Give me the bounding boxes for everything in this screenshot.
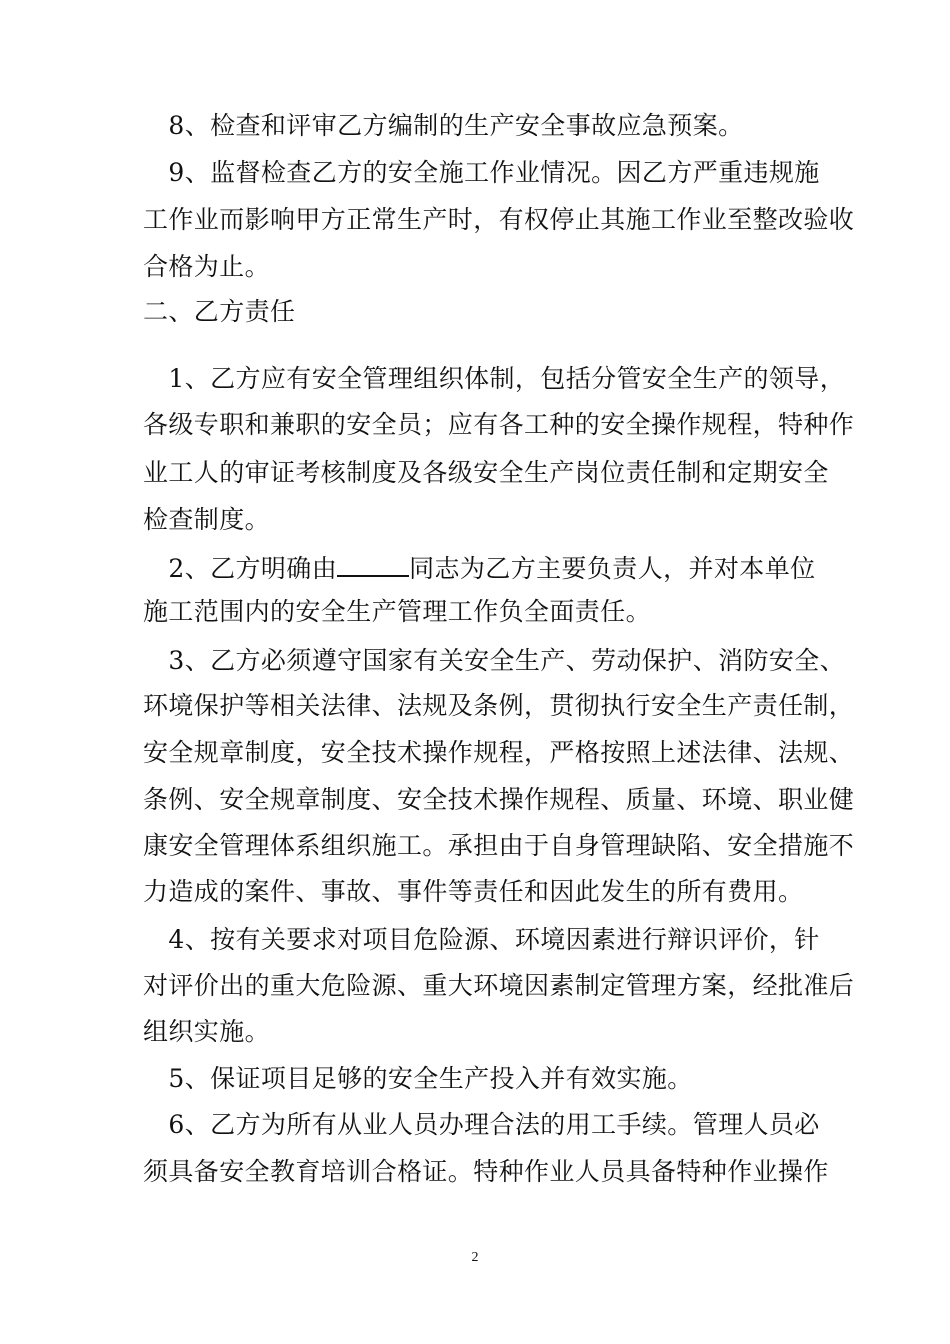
text-segment: 2、乙方明确由 xyxy=(143,554,338,583)
text-line: 施工范围内的安全生产管理工作负全面责任。 xyxy=(143,597,652,626)
text-segment: 同志为乙方主要负责人，并对本单位 xyxy=(409,554,816,583)
text-line: 6、乙方为所有从业人员办理合法的用工手续。管理人员必 xyxy=(143,1110,820,1139)
text-line: 力造成的案件、事故、事件等责任和因此发生的所有费用。 xyxy=(143,877,804,906)
text-line: 安全规章制度，安全技术操作规程，严格按照上述法律、法规、 xyxy=(143,738,855,767)
text-line-with-blank xyxy=(143,551,816,581)
text-line: 1、乙方应有安全管理组织体制，包括分管安全生产的领导， xyxy=(143,364,846,393)
text-line: 工作业而影响甲方正常生产时，有权停止其施工作业至整改验收 xyxy=(143,205,855,234)
text-line: 对评价出的重大危险源、重大环境因素制定管理方案，经批准后 xyxy=(143,971,855,1000)
text-line: 5、保证项目足够的安全生产投入并有效实施。 xyxy=(143,1064,693,1093)
text-line: 9、监督检查乙方的安全施工作业情况。因乙方严重违规施 xyxy=(143,158,820,187)
text-line: 8、检查和评审乙方编制的生产安全事故应急预案。 xyxy=(143,111,744,140)
page-number: 2 xyxy=(471,1250,479,1265)
text-line: 合格为止。 xyxy=(143,252,271,281)
text-line: 组织实施。 xyxy=(143,1017,271,1046)
text-line: 检查制度。 xyxy=(143,505,271,534)
text-line: 环境保护等相关法律、法规及条例，贯彻执行安全生产责任制， xyxy=(143,691,855,720)
text-line: 3、乙方必须遵守国家有关安全生产、劳动保护、消防安全、 xyxy=(143,646,846,675)
fill-in-blank xyxy=(337,551,409,577)
text-line: 各级专职和兼职的安全员；应有各工种的安全操作规程，特种作 xyxy=(143,410,855,439)
text-line: 业工人的审证考核制度及各级安全生产岗位责任制和定期安全 xyxy=(143,458,829,487)
text-line: 条例、安全规章制度、安全技术操作规程、质量、环境、职业健 xyxy=(143,785,855,814)
text-line: 4、按有关要求对项目危险源、环境因素进行辩识评价，针 xyxy=(143,925,820,954)
text-line: 康安全管理体系组织施工。承担由于自身管理缺陷、安全措施不 xyxy=(143,831,855,860)
section-heading: 二、乙方责任 xyxy=(143,297,296,326)
text-line: 须具备安全教育培训合格证。特种作业人员具备特种作业操作 xyxy=(143,1157,829,1186)
